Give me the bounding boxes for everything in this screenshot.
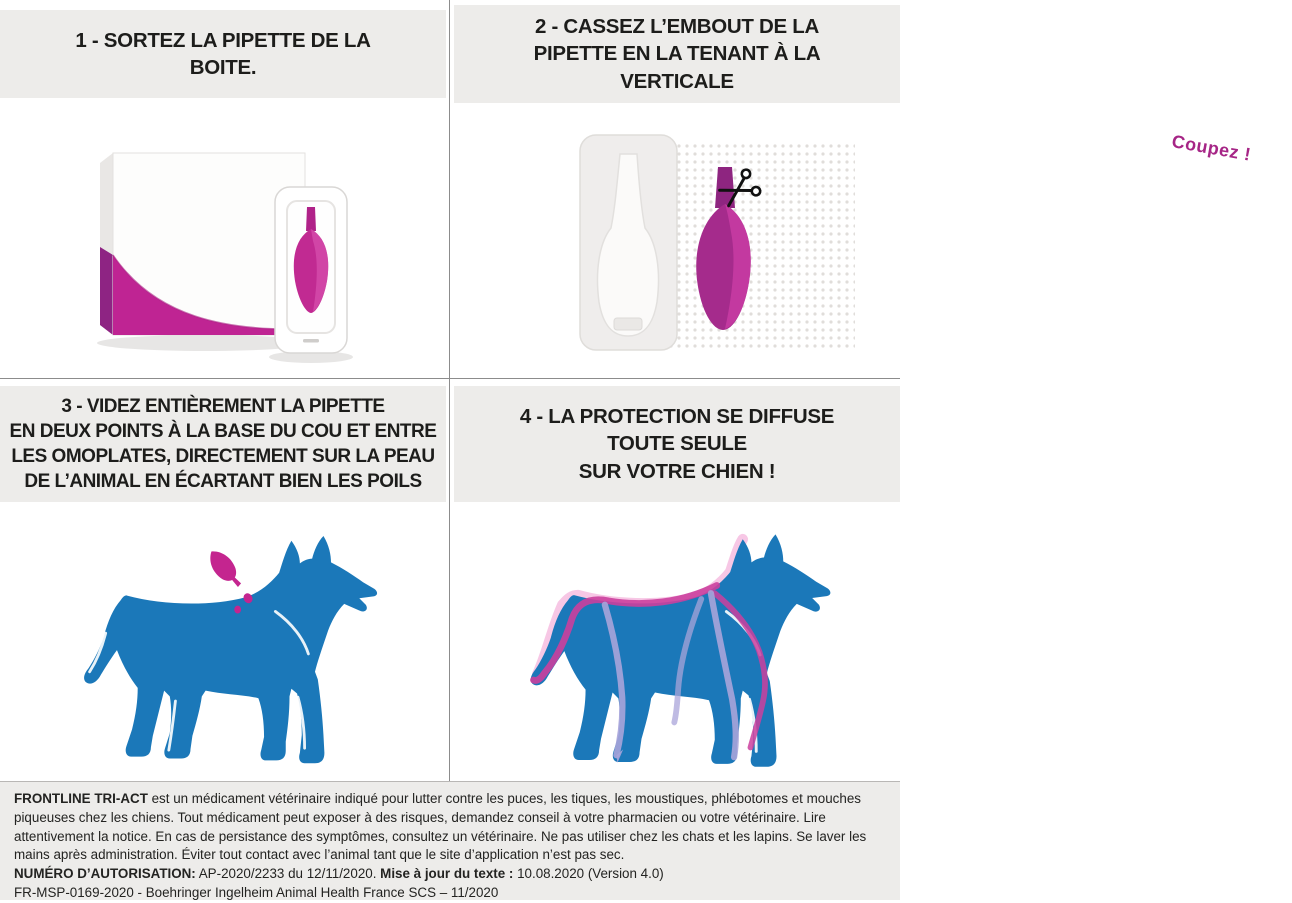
step-3-panel (0, 379, 450, 781)
application-pipette (204, 545, 247, 592)
empty-blister (580, 135, 677, 350)
halftone-dots (650, 140, 855, 352)
dog-application-illustration (62, 520, 402, 784)
drop-2 (234, 606, 241, 614)
horizontal-divider (0, 378, 900, 379)
brand-name: FRONTLINE TRI-ACT (14, 791, 148, 806)
step-3-title: 3 - VIDEZ ENTIÈREMENT LA PIPETTE EN DEUX POINTS À LA BASE DU COU ET ENTRE LES OMOPLATES, DIRECTEMENT SUR LA PEAU DE L’ANIMAL EN ÉCARTANT BIEN LES POILS (0, 386, 446, 502)
step-1-panel (0, 0, 450, 378)
legal-paragraph (14, 790, 886, 865)
dog-diffusion-illustration (508, 518, 856, 788)
update-label: Mise à jour du texte : (380, 866, 514, 882)
blister-tab (303, 339, 319, 343)
step-4-title: 4 - LA PROTECTION SE DIFFUSE TOUTE SEULE SUR VOTRE CHIEN ! (454, 386, 900, 502)
step-2-title: 2 - CASSEZ L’EMBOUT DE LA PIPETTE EN LA TENANT À LA VERTICALE (454, 5, 900, 103)
authorization-value: AP-2020/2233 du 12/11/2020. (195, 866, 381, 882)
box-side-magenta (100, 247, 113, 335)
pipette-cutting-illustration (525, 112, 875, 382)
step-2-panel (450, 0, 1253, 378)
authorization-label: NUMÉRO D’AUTORISATION: (14, 866, 196, 882)
reference-line: FR-MSP-0169-2020 - Boehringer Ingelheim Animal Health France SCS – 11/2020 (14, 884, 499, 900)
coupez-label: Coupez ! (1170, 131, 1253, 165)
box-and-blister-illustration (55, 125, 395, 375)
legal-footer (0, 781, 900, 900)
vertical-divider (449, 0, 450, 781)
dog-silhouette (531, 534, 831, 766)
authorization-line (14, 865, 886, 884)
step-4-panel (450, 379, 900, 781)
step-1-title: 1 - SORTEZ LA PIPETTE DE LA BOITE. (0, 10, 446, 98)
update-value: 10.08.2020 (Version 4.0) (513, 866, 664, 882)
legal-text: est un médicament vétérinaire indiqué pour lutter contre les puces, les tiques, les moustiques, phlébotomes et mouches piqueuses chez les chiens. Tout médicament peut exposer à des risques, demandez conseil à votre pharmacien ou votre vétérinaire. Lire attentivement la notice. En cas de persistance des symptômes, consultez un vétérinaire. Ne pas utiliser chez les chats et les lapins. Se laver les mains après administration. Éviter tout contact avec l’animal tant que le site d’application n’est pas sec. (14, 791, 867, 863)
